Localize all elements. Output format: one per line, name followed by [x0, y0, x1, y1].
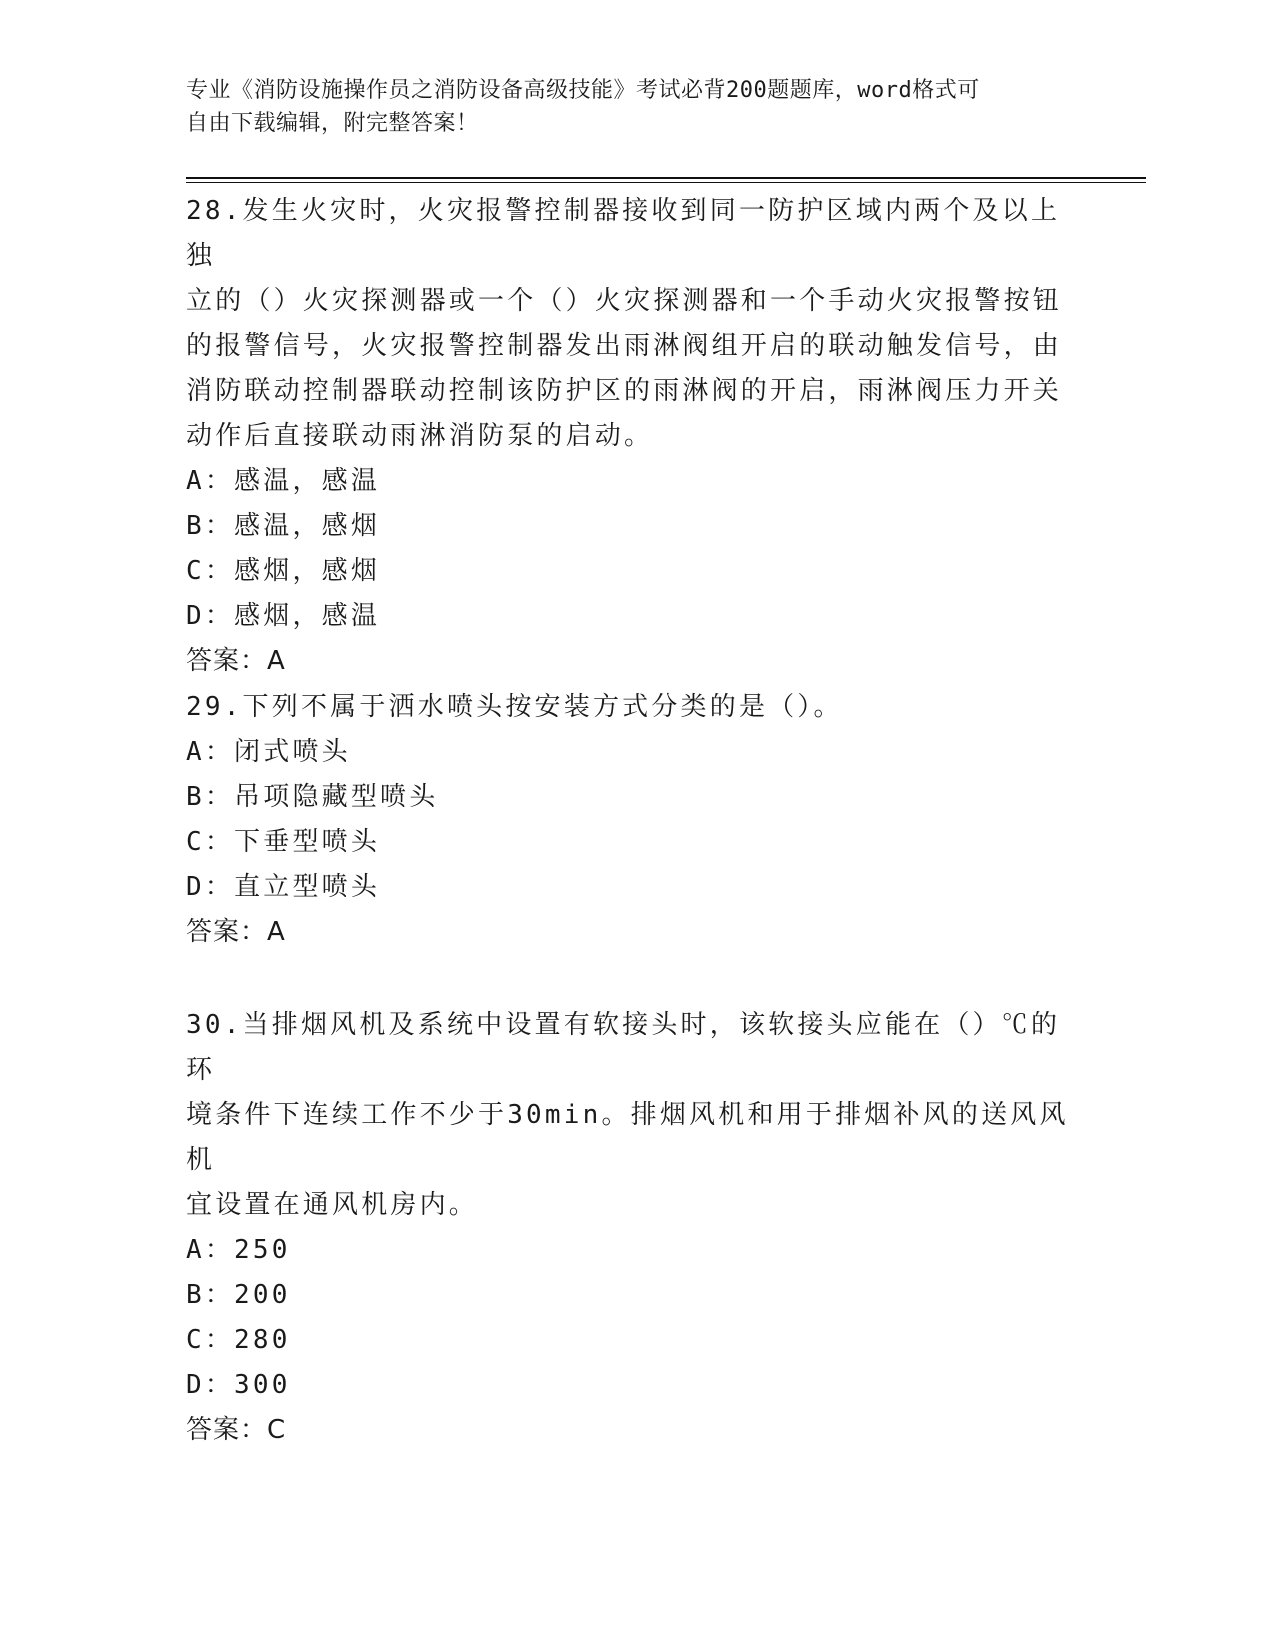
option-a: A：250	[186, 1235, 291, 1265]
stem-line: 30.当排烟风机及系统中设置有软接头时，该软接头应能在（）℃的环	[186, 1010, 1061, 1085]
header-line-1: 专业《消防设施操作员之消防设备高级技能》考试必背200题题库，word格式可	[186, 78, 980, 103]
option-b: B：200	[186, 1280, 291, 1310]
question-stem	[186, 1003, 1086, 1228]
stem-line: 消防联动控制器联动控制该防护区的雨淋阀的开启，雨淋阀压力开关	[186, 376, 1063, 406]
stem-line: 29.下列不属于洒水喷头按安装方式分类的是（）。	[186, 692, 843, 722]
question-stem	[186, 189, 1086, 459]
option-c: C：280	[186, 1325, 291, 1355]
question-block	[186, 685, 1086, 955]
header-line-2: 自由下载编辑，附完整答案！	[186, 111, 479, 136]
option-d: D：300	[186, 1370, 291, 1400]
answer-line: 答案：A	[186, 646, 286, 676]
option-d: D：感烟，感温	[186, 601, 381, 631]
header-divider-thin	[186, 182, 1146, 183]
option-c: C：感烟，感烟	[186, 556, 381, 586]
answer-line: 答案：C	[186, 1415, 287, 1445]
stem-line: 立的（）火灾探测器或一个（）火灾探测器和一个手动火灾报警按钮	[186, 286, 1063, 316]
question-stem	[186, 685, 1086, 730]
answer-line: 答案：A	[186, 917, 286, 947]
stem-line: 宜设置在通风机房内。	[186, 1190, 479, 1220]
stem-line: 28.发生火灾时，火灾报警控制器接收到同一防护区域内两个及以上独	[186, 196, 1061, 271]
option-c: C：下垂型喷头	[186, 827, 381, 857]
option-d: D：直立型喷头	[186, 872, 381, 902]
option-a: A：感温，感温	[186, 466, 381, 496]
document-header	[186, 74, 1086, 140]
stem-line: 的报警信号，火灾报警控制器发出雨淋阀组开启的联动触发信号，由	[186, 331, 1063, 361]
question-block	[186, 1003, 1086, 1453]
question-block	[186, 189, 1086, 684]
header-divider-thick	[186, 177, 1146, 179]
option-b: B：感温，感烟	[186, 511, 381, 541]
option-b: B：吊项隐藏型喷头	[186, 782, 439, 812]
option-a: A：闭式喷头	[186, 737, 351, 767]
stem-line: 动作后直接联动雨淋消防泵的启动。	[186, 421, 654, 451]
stem-line: 境条件下连续工作不少于30min。排烟风机和用于排烟补风的送风风机	[186, 1100, 1069, 1175]
